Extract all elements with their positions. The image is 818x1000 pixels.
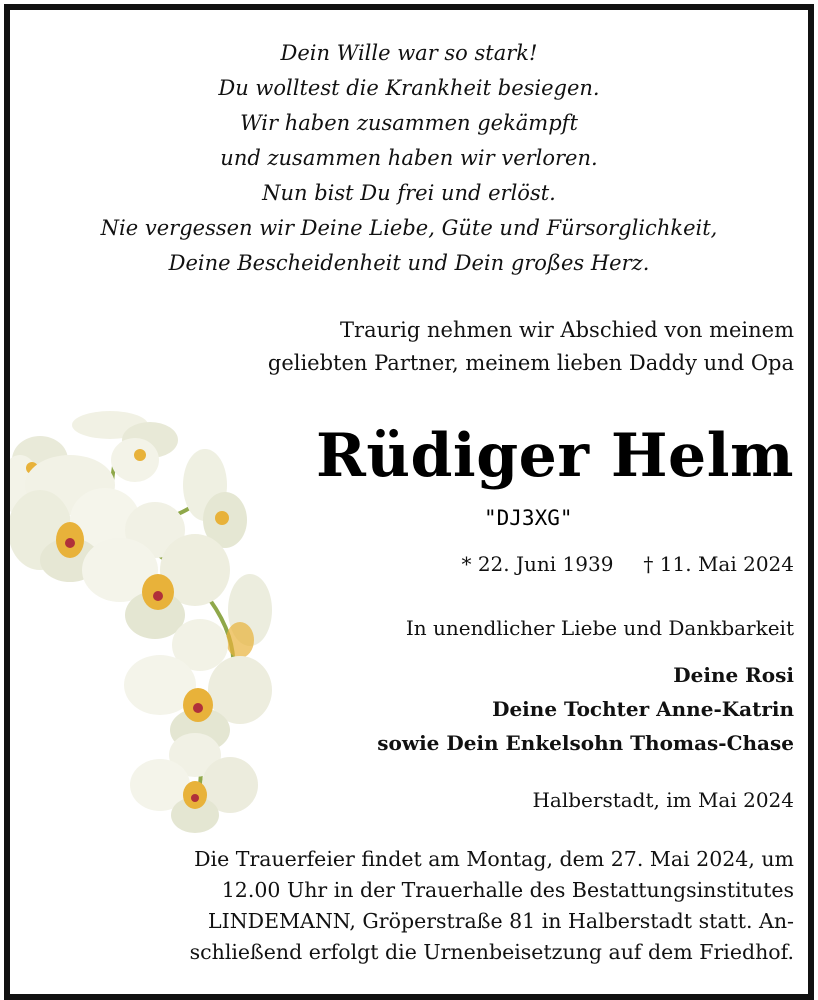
life-dates [461,552,794,576]
poem [10,36,808,281]
place-date: Halberstadt, im Mai 2024 [532,788,794,812]
orchid-flower [183,449,247,548]
notice-line: LINDEMANN, Gröperstraße 81 in Halberstadt statt. An- [207,909,794,933]
intro-line: Traurig nehmen wir Abschied von meinem [340,318,794,342]
obituary-frame [4,4,814,1000]
notice-line: 12.00 Uhr in der Trauerhalle des Bestattungsinstitutes [221,878,794,902]
death-date: † 11. Mai 2024 [643,552,794,576]
poem-line: und zusammen haben wir verloren. [220,146,598,170]
notice-line: schließend erfolgt die Urnenbeisetzung auf dem Friedhof. [189,940,794,964]
deceased-name: Rüdiger Helm [315,421,794,491]
signer: Deine Rosi [673,663,794,687]
thanks-line: In unendlicher Liebe und Dankbarkeit [405,616,794,640]
orchid-flower [130,733,258,833]
intro-text [268,314,794,380]
signers [377,658,794,760]
deceased-callsign: "DJ3XG" [484,506,573,530]
notice-line: Die Trauerfeier findet am Montag, dem 27. Mai 2024, um [194,847,794,871]
birth-date: * 22. Juni 1939 [461,552,614,576]
signer: Deine Tochter Anne-Katrin [492,697,794,721]
poem-line: Wir haben zusammen gekämpft [240,111,578,135]
poem-line: Deine Bescheidenheit und Dein großes Herz. [168,251,650,275]
poem-line: Nun bist Du frei und erlöst. [262,181,556,205]
funeral-notice [34,844,794,968]
signer: sowie Dein Enkelsohn Thomas-Chase [377,731,794,755]
poem-line: Dein Wille war so stark! [280,41,538,65]
poem-line: Nie vergessen wir Deine Liebe, Güte und Fürsorglichkeit, [100,216,718,240]
orchid-flower [226,574,272,658]
poem-line: Du wolltest die Krankheit besiegen. [218,76,600,100]
orchid-image [10,400,290,840]
intro-line: geliebten Partner, meinem lieben Daddy und Opa [267,351,794,375]
